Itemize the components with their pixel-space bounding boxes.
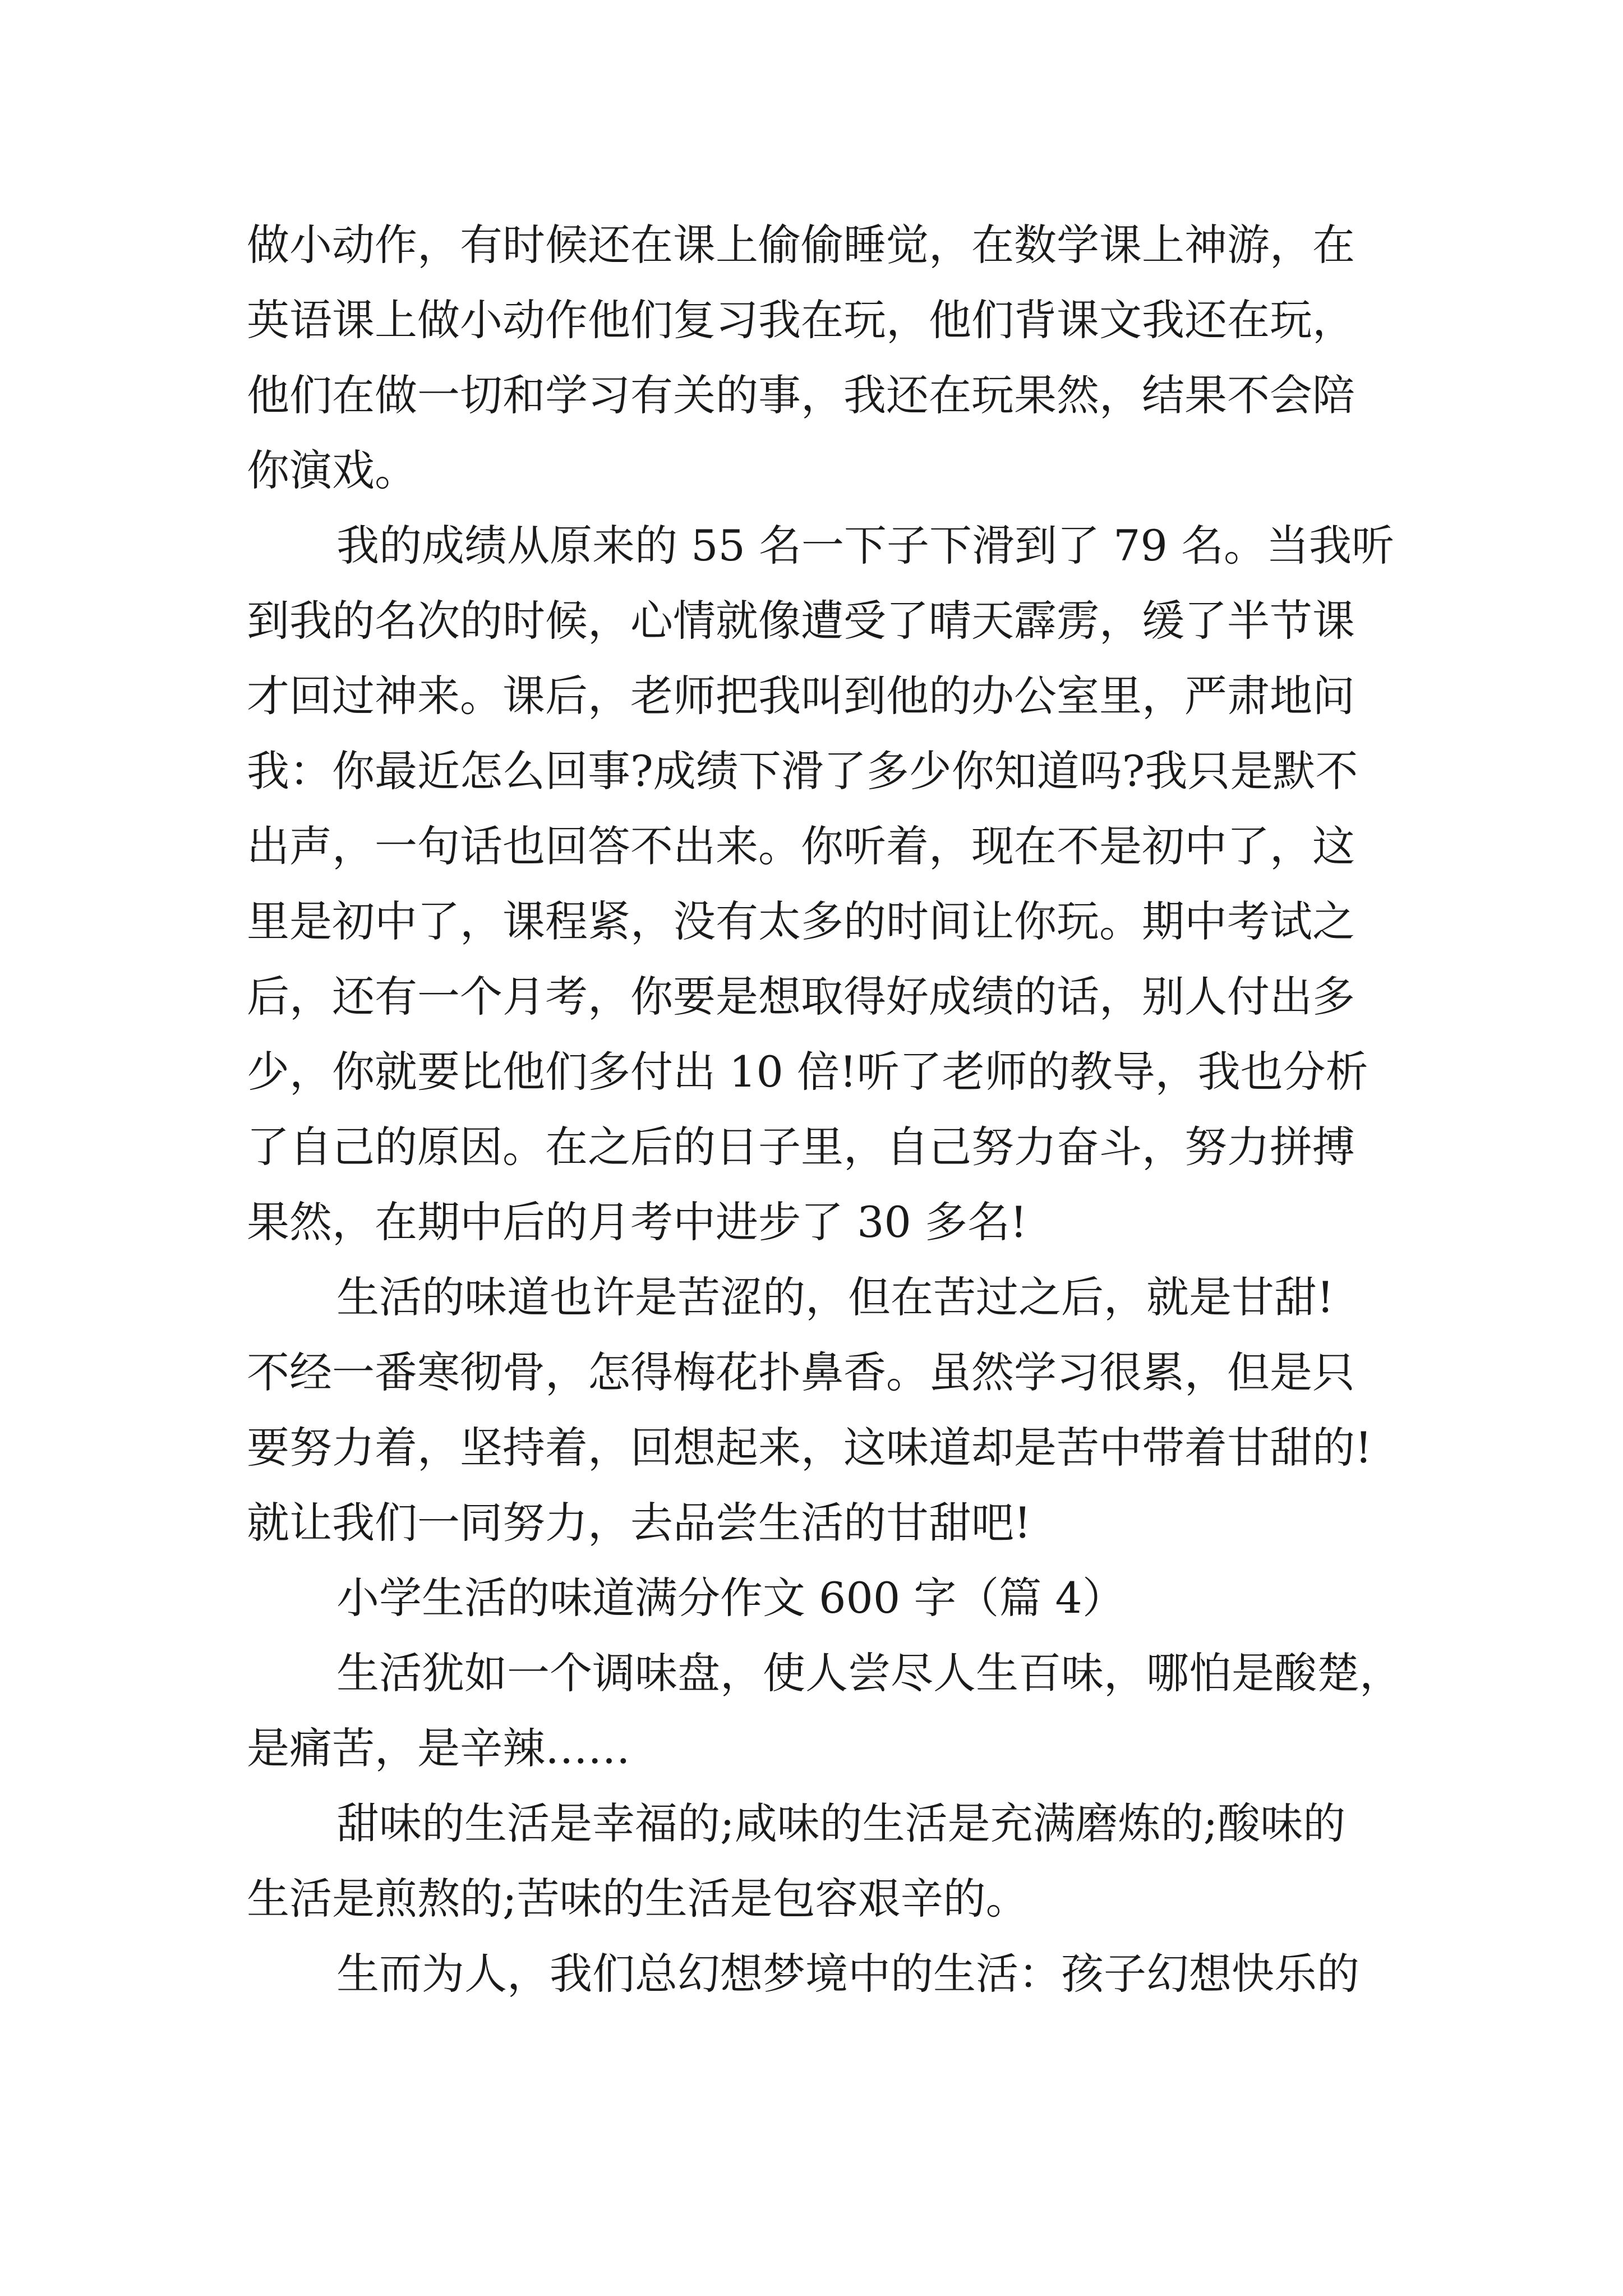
paragraph-first-line: 生而为人，我们总幻想梦境中的生活：孩子幻想快乐的 — [336, 1949, 1359, 1999]
text-line: 是痛苦，是辛辣…… — [247, 1723, 630, 1773]
paragraph-first-line: 生活犹如一个调味盘，使人尝尽人生百味，哪怕是酸楚， — [336, 1648, 1402, 1698]
paragraph-first-line: 我的成绩从原来的 55 名一下子下滑到了 79 名。当我听 — [336, 521, 1395, 570]
section-heading: 小学生活的味道满分作文 600 字（篇 4） — [336, 1573, 1125, 1623]
text-line: 做小动作，有时候还在课上偷偷睡觉，在数学课上神游，在 — [247, 220, 1355, 270]
text-line: 了自己的原因。在之后的日子里，自己努力奋斗，努力拼搏 — [247, 1122, 1355, 1172]
text-line: 就让我们一同努力，去品尝生活的甘甜吧! — [247, 1498, 1031, 1548]
paragraph-first-line: 甜味的生活是幸福的;咸味的生活是充满磨炼的;酸味的 — [336, 1798, 1346, 1848]
text-line: 他们在做一切和学习有关的事，我还在玩果然，结果不会陪 — [247, 370, 1355, 420]
paragraph-first-line: 生活的味道也许是苦涩的，但在苦过之后，就是甘甜! — [336, 1272, 1334, 1322]
text-line: 你演戏。 — [247, 445, 417, 495]
essay-body — [247, 208, 1436, 2012]
text-line: 出声，一句话也回答不出来。你听着，现在不是初中了，这 — [247, 821, 1355, 871]
text-line: 我：你最近怎么回事?成绩下滑了多少你知道吗?我只是默不 — [247, 746, 1358, 796]
text-line: 不经一番寒彻骨，怎得梅花扑鼻香。虽然学习很累，但是只 — [247, 1347, 1355, 1397]
text-line: 要努力着，坚持着，回想起来，这味道却是苦中带着甘甜的! — [247, 1423, 1372, 1473]
text-line: 到我的名次的时候，心情就像遭受了晴天霹雳，缓了半节课 — [247, 596, 1355, 646]
text-line: 才回过神来。课后，老师把我叫到他的办公室里，严肃地问 — [247, 671, 1355, 721]
text-line: 果然，在期中后的月考中进步了 30 多名! — [247, 1197, 1027, 1247]
text-line: 英语课上做小动作他们复习我在玩，他们背课文我还在玩， — [247, 295, 1355, 345]
text-line: 生活是煎熬的;苦味的生活是包容艰辛的。 — [247, 1874, 1029, 1924]
text-line: 后，还有一个月考，你要是想取得好成绩的话，别人付出多 — [247, 972, 1355, 1022]
text-line: 少，你就要比他们多付出 10 倍!听了老师的教导，我也分析 — [247, 1047, 1368, 1097]
text-line: 里是初中了，课程紧，没有太多的时间让你玩。期中考试之 — [247, 896, 1355, 946]
